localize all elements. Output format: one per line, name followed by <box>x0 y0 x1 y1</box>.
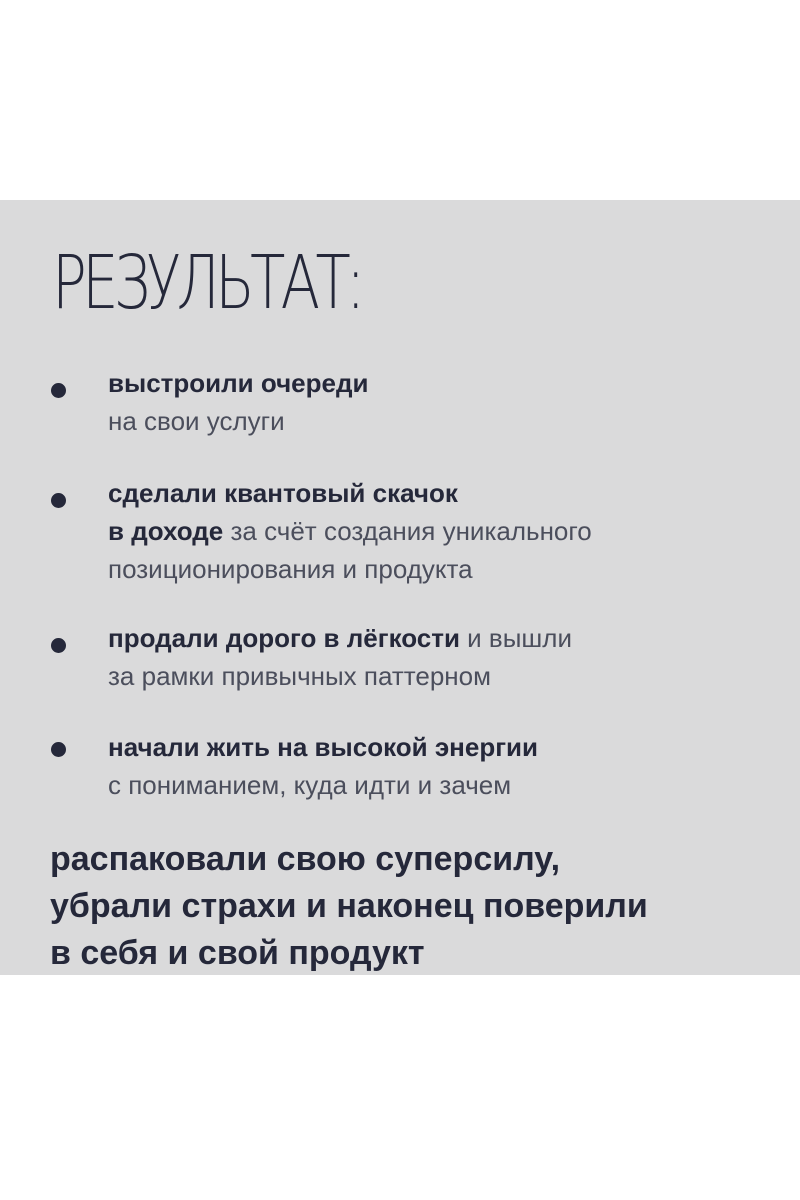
list-item-line <box>108 550 768 588</box>
summary-line: распаковали свою суперсилу, <box>50 840 561 878</box>
list-item-bold: начали жить на высокой энергии <box>108 732 539 762</box>
summary-line: убрали страхи и наконец поверили <box>50 887 648 925</box>
list-item-line <box>108 364 768 402</box>
list-item-line <box>108 766 768 804</box>
list-item-line <box>108 512 768 550</box>
list-item-regular: на свои услуги <box>108 406 285 436</box>
summary-text <box>50 836 790 977</box>
list-item-regular: за рамки привычных паттерном <box>108 661 492 691</box>
bullet-dot <box>51 493 66 508</box>
list-item-regular: и вышли <box>459 623 572 653</box>
list-item-text <box>108 619 768 695</box>
list-item-regular: с пониманием, куда идти и зачем <box>108 770 512 800</box>
list-item-line <box>108 402 768 440</box>
list-item-bold: в доходе <box>108 516 224 546</box>
list-item-bold: продали дорого в лёгкости <box>108 623 460 653</box>
list-item-bold: выстроили очереди <box>108 368 369 398</box>
list-item-line <box>108 657 768 695</box>
list-item-bold: сделали квантовый скачок <box>108 478 458 508</box>
list-item-regular: за счёт создания уникального <box>223 516 592 546</box>
bullet-dot <box>51 383 66 398</box>
bullet-dot <box>51 742 66 757</box>
list-item-line <box>108 619 768 657</box>
page-title: РЕЗУЛЬТАТ: <box>52 240 361 326</box>
list-item-text <box>108 728 768 804</box>
list-item-line <box>108 728 768 766</box>
list-item-regular: позиционирования и продукта <box>108 554 473 584</box>
summary-line: в себя и свой продукт <box>50 934 425 972</box>
list-item-text <box>108 364 768 440</box>
list-item-line <box>108 474 768 512</box>
list-item-text <box>108 474 768 588</box>
bullet-dot <box>51 638 66 653</box>
